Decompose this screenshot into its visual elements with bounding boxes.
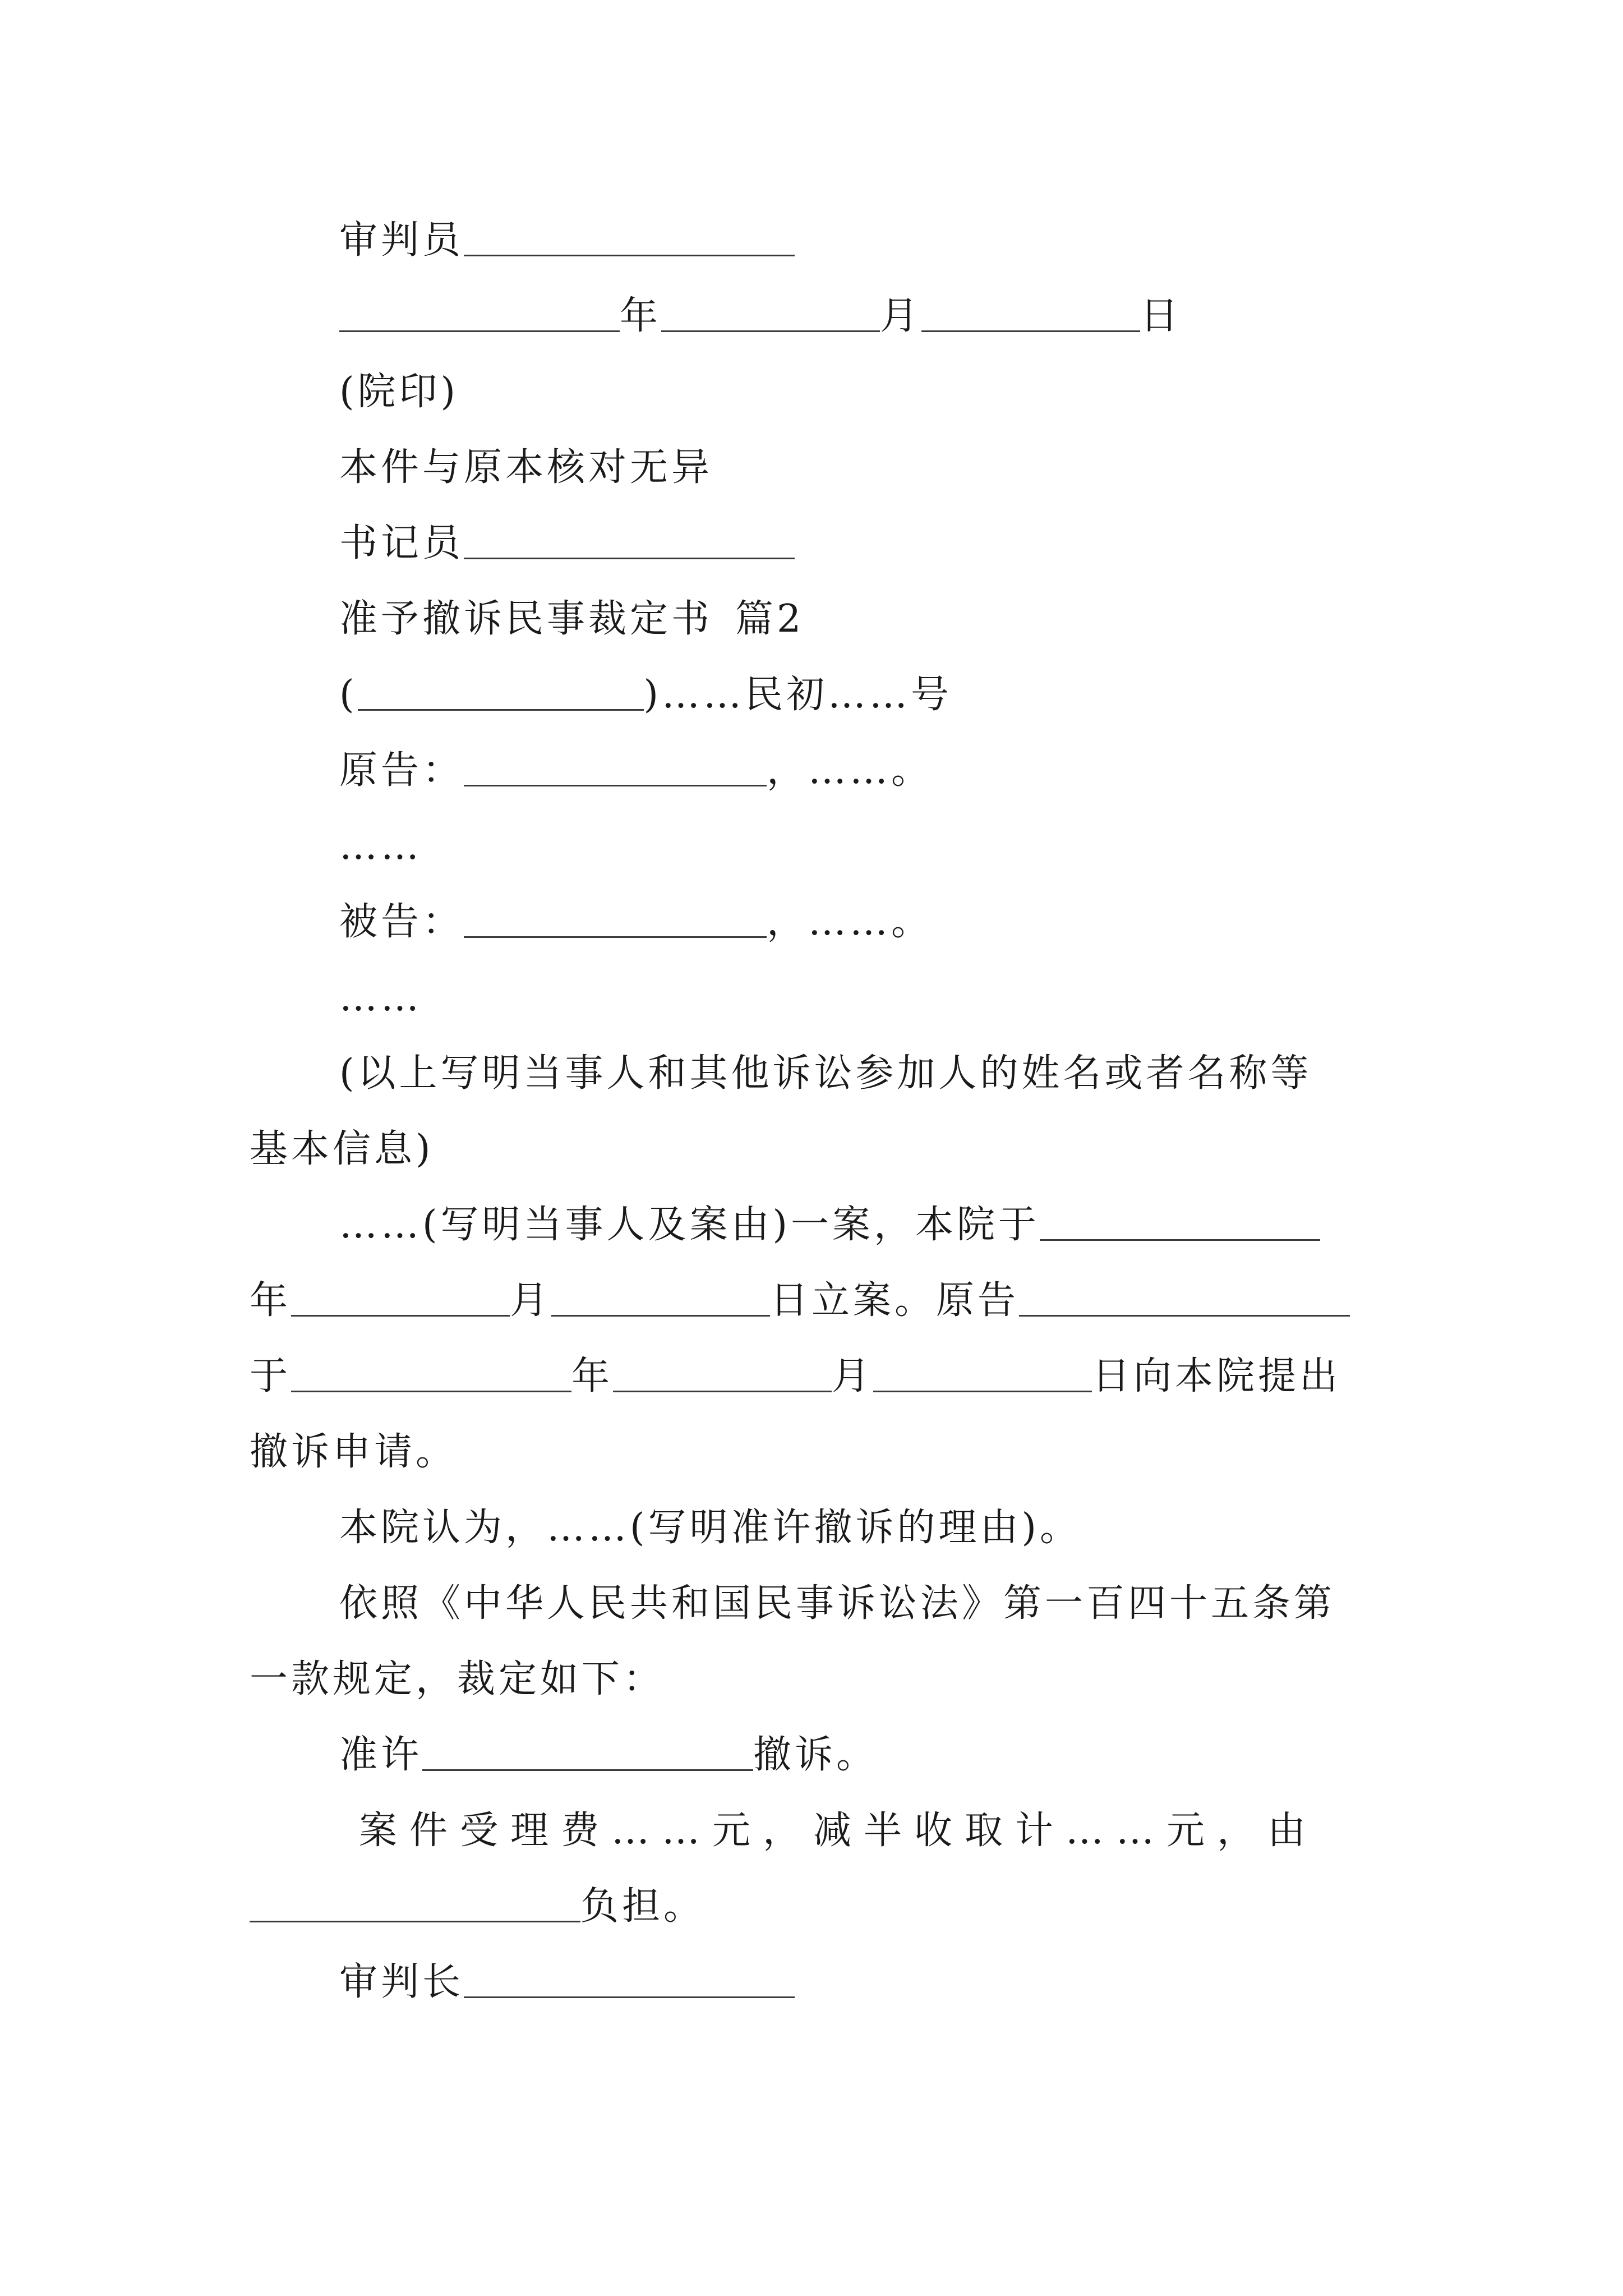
judge-label: 审判员 <box>339 218 464 263</box>
allow-line <box>339 1733 878 1777</box>
clerk-line <box>339 521 795 565</box>
day-label: 日 <box>1140 294 1182 338</box>
ellipsis-1: …… <box>339 824 422 868</box>
withdraw-month-blank <box>613 1391 832 1392</box>
basis-line-1: 依照《中华人民共和国民事诉讼法》第一百四十五条第 <box>339 1581 1336 1626</box>
paragraph1-line1 <box>339 1203 1320 1247</box>
withdraw-year-label: 年 <box>571 1354 614 1398</box>
allow-label: 准许 <box>339 1733 423 1777</box>
filing-year-label: 年 <box>250 1278 292 1323</box>
defendant-blank <box>464 936 767 938</box>
fee-tail: 负担。 <box>580 1884 706 1929</box>
note-line-2: 基本信息) <box>250 1127 434 1171</box>
filing-day-blank <box>551 1315 770 1317</box>
chief-judge-label: 审判长 <box>339 1960 464 2004</box>
withdraw-month-label: 月 <box>832 1354 874 1398</box>
paragraph1-line2 <box>250 1278 1350 1323</box>
clerk-blank <box>464 558 795 559</box>
plaintiff-line <box>339 748 933 793</box>
paragraph1-line3 <box>250 1354 1341 1398</box>
defendant-label: 被告： <box>339 900 464 944</box>
defendant-tail: ，……。 <box>767 900 933 944</box>
ellipsis-2: …… <box>339 976 422 1020</box>
basis-line-2: 一款规定，裁定如下： <box>250 1657 665 1701</box>
withdraw-yu: 于 <box>250 1354 292 1398</box>
filing-month-label: 月 <box>510 1278 552 1323</box>
note-line-1: (以上写明当事人和其他诉讼参加人的姓名或者名称等 <box>339 1051 1312 1096</box>
case-number-line <box>339 673 953 717</box>
filing-year-blank <box>1040 1239 1320 1241</box>
date-line-1 <box>339 294 1182 338</box>
judge-blank <box>464 255 795 256</box>
allow-tail: 撤诉。 <box>753 1733 878 1777</box>
plaintiff-name-blank <box>1019 1315 1350 1317</box>
month-blank <box>661 330 880 332</box>
plaintiff-tail: ，……。 <box>767 748 933 793</box>
chief-judge-blank <box>464 1996 795 1998</box>
reason-text: 本院认为，……(写明准许撤诉的理由)。 <box>339 1506 1082 1550</box>
month-label: 月 <box>880 294 922 338</box>
withdraw-day-blank <box>873 1391 1092 1392</box>
fee-line-1: 案件受理费……元，减半收取计……元，由 <box>359 1809 1318 1853</box>
chief-judge-line <box>339 1960 795 2004</box>
clerk-label: 书记员 <box>339 521 464 565</box>
case-blank <box>358 709 644 711</box>
defendant-line <box>339 900 933 944</box>
case-rest: )……民初……号 <box>643 673 953 717</box>
seal-text: (院印) <box>339 370 459 414</box>
year-label: 年 <box>620 294 662 338</box>
filing-text: 日立案。原告 <box>770 1278 1020 1323</box>
paragraph1-line4: 撤诉申请。 <box>250 1430 458 1474</box>
fee-payer-blank <box>250 1921 580 1922</box>
filing-month-blank <box>291 1315 510 1317</box>
judge-line <box>339 218 795 263</box>
fee-line-2 <box>250 1884 706 1929</box>
section-heading <box>339 597 805 641</box>
day-blank <box>921 330 1140 332</box>
heading-title: 准予撤诉民事裁定书 <box>339 597 713 641</box>
plaintiff-label: 原告： <box>339 748 464 793</box>
withdraw-text: 日向本院提出 <box>1092 1354 1341 1398</box>
allow-blank <box>422 1769 753 1771</box>
heading-number: 篇2 <box>735 597 805 641</box>
case-open: ( <box>339 673 358 717</box>
year-blank <box>339 330 620 332</box>
verified-text: 本件与原本核对无异 <box>339 445 713 490</box>
paragraph1-text1: ……(写明当事人及案由)一案，本院于 <box>339 1203 1040 1247</box>
plaintiff-blank <box>464 785 767 786</box>
withdraw-year-blank <box>291 1391 571 1392</box>
